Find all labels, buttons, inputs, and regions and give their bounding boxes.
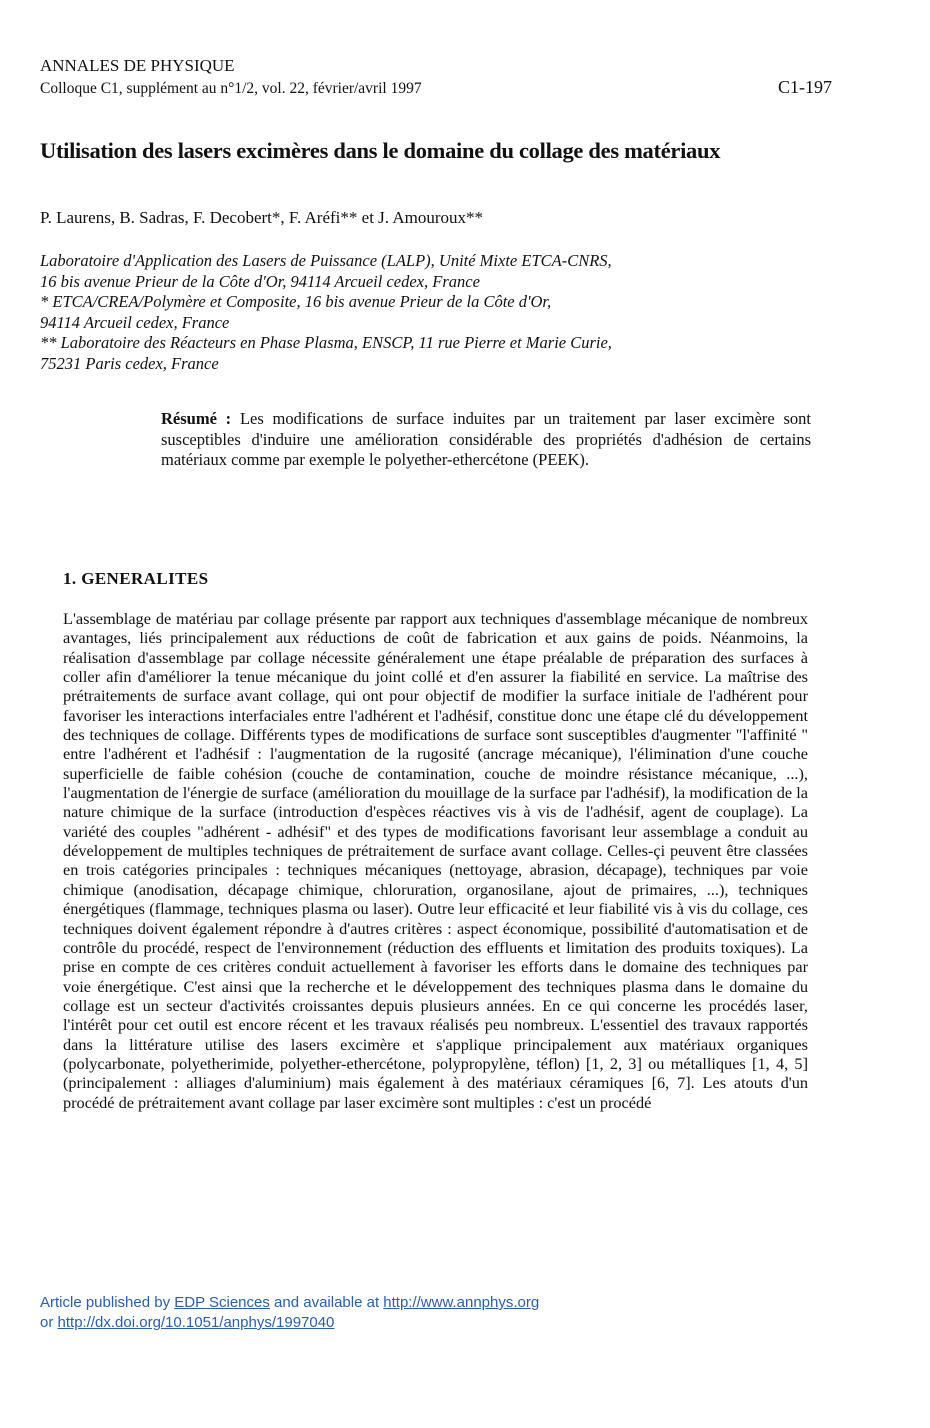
abstract-label: Résumé : xyxy=(161,409,232,428)
journal-name: ANNALES DE PHYSIQUE xyxy=(40,56,235,75)
page-number: C1-197 xyxy=(778,77,832,97)
publisher-link[interactable]: EDP Sciences xyxy=(174,1294,270,1311)
footer-prefix: Article published by xyxy=(40,1294,175,1311)
abstract xyxy=(161,409,811,471)
affiliation-line: ** Laboratoire des Réacteurs en Phase Plasma, ENSCP, 11 rue Pierre et Marie Curie, xyxy=(40,333,612,352)
publication-footer xyxy=(40,1293,539,1333)
affiliations xyxy=(40,251,800,374)
section-body: L'assemblage de matériau par collage présente par rapport aux techniques d'assemblage mécanique de nombreux avantages, liés principalement aux réductions de coût de fabrication et aux gains de poids. Néanmoins, la réalisation d'assemblage par collage nécessite généralement une étape préalable de préparation des surfaces à coller afin d'améliorer la tenue mécanique du joint collé et d'en assurer la fiabilité en service. La maîtrise des prétraitements de surface avant collage, qui ont pour objectif de modifier la surface initiale de l'adhérent pour favoriser les interactions interfaciales entre l'adhérent et l'adhésif, constitue donc une étape clé du développement des techniques de collage. Différents types de modifications de surface sont susceptibles d'augmenter "l'affinité " entre l'adhérent et l'adhésif : l'augmentation de la rugosité (ancrage mécanique), l'élimination d'une couche superficielle de faible cohésion (couche de contamination, couche de moindre résistance mécanique, ...), l'augmentation de l'énergie de surface (amélioration du mouillage de la surface par l'adhésif), la modification de la nature chimique de la surface (introduction d'espèces réactives vis à vis de l'adhésif, agent de couplage). La variété des couples "adhérent - adhésif" et des types de modifications favorisant leur assemblage a conduit au développement de multiples techniques de prétraitement de surface avant collage. Celles-çi peuvent être classées en trois catégories principales : techniques mécaniques (nettoyage, abrasion, décapage), techniques par voie chimique (anodisation, décapage chimique, chloruration, organosilane, ajout de primaires, ...), techniques énergétiques (flammage, techniques plasma ou laser). Outre leur efficacité et leur fiabilité vis à vis du collage, ces techniques doivent également répondre à d'autres critères : aspect économique, possibilité d'automatisation et de contrôle du procédé, respect de l'environnement (réduction des effluents et limitation des produits toxiques). La prise en compte de ces critères conduit actuellement à favoriser les efforts dans le domaine des techniques par voie énergétique. C'est ainsi que la recherche et le développement des techniques plasma dans le domaine du collage est un secteur d'activités croissantes depuis plusieurs années. En ce qui concerne les procédés laser, l'intérêt pour cet outil est encore récent et les travaux réalisés peu nombreux. L'essentiel des travaux rapportés dans la littérature utilise des lasers excimère et s'applique principalement aux matériaux organiques (polycarbonate, polyetherimide, polyether-ethercétone, polypropylène, téflon) [1, 2, 3] ou métalliques [1, 4, 5] (principalement : alliages d'aluminium) mais également à des matériaux céramiques [6, 7]. Les atouts d'un procédé de prétraitement avant collage par laser excimère sont multiples : c'est un procédé xyxy=(63,609,808,1112)
footer-middle: and available at xyxy=(269,1294,384,1311)
affiliation-line: 16 bis avenue Prieur de la Côte d'Or, 94114 Arcueil cedex, France xyxy=(40,271,480,291)
affiliation-line: 75231 Paris cedex, France xyxy=(40,353,219,373)
site-link[interactable]: http://www.annphys.org xyxy=(383,1294,540,1311)
footer-or: or xyxy=(40,1314,58,1331)
author-list: P. Laurens, B. Sadras, F. Decobert*, F. Aréfi** et J. Amouroux** xyxy=(40,208,484,227)
section-heading: 1. GENERALITES xyxy=(63,569,209,588)
issue-info: Colloque C1, supplément au n°1/2, vol. 22, février/avril 1997 xyxy=(40,80,422,97)
paper-title: Utilisation des lasers excimères dans le domaine du collage des matériaux xyxy=(40,138,721,163)
affiliation-line: * ETCA/CREA/Polymère et Composite, 16 bis avenue Prieur de la Côte d'Or, xyxy=(40,292,552,311)
affiliation-line: 94114 Arcueil cedex, France xyxy=(40,312,230,332)
abstract-text: Les modifications de surface induites par un traitement par laser excimère sont susceptibles d'induire une amélioration considérable des propriétés d'adhésion de certains matériaux comme par exemple le polyether-ethercétone (PEEK). xyxy=(161,409,811,469)
footer-line xyxy=(40,1293,539,1313)
footer-line xyxy=(40,1313,539,1333)
doi-link[interactable]: http://dx.doi.org/10.1051/anphys/1997040 xyxy=(57,1314,335,1331)
affiliation-line: Laboratoire d'Application des Lasers de Puissance (LALP), Unité Mixte ETCA-CNRS, xyxy=(40,251,612,270)
